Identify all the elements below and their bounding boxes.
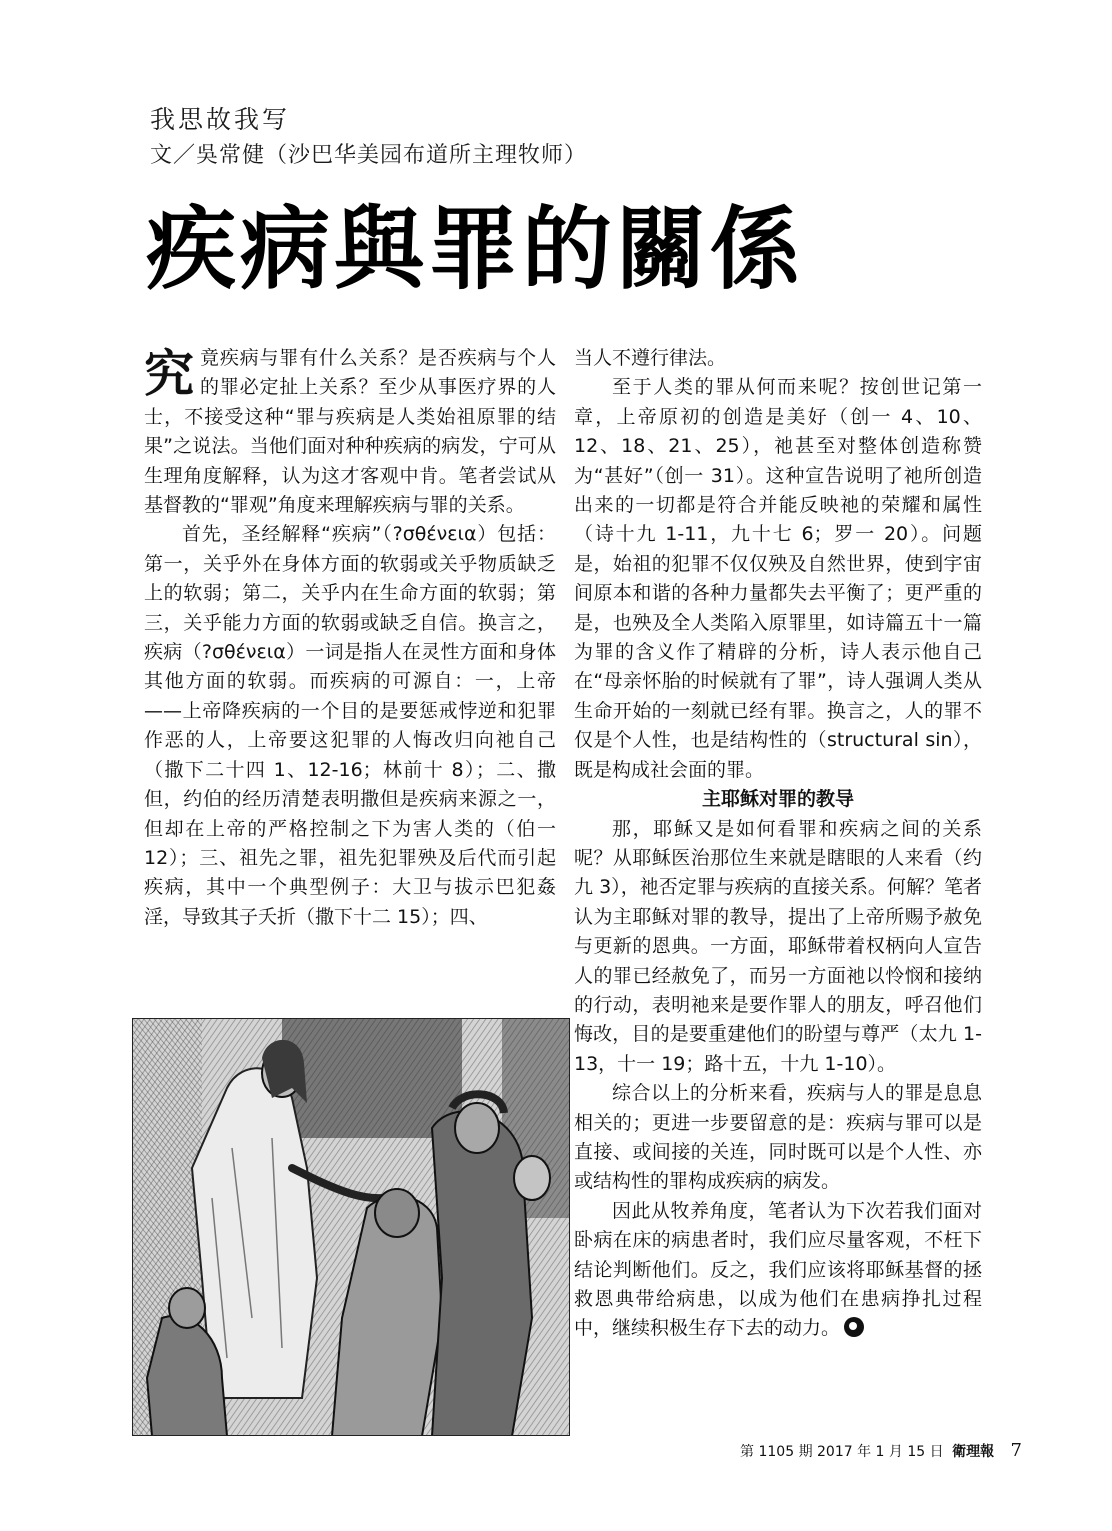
paragraph-intro-text: 竟疾病与罪有什么关系？是否疾病与个人的罪必定扯上关系？至少从事医疗界的人士，不接受这种“罪与疾病是人类始祖原罪的结果”之说法。当他们面对种种疾病的病发，宁可从生理角度解释，认为这才客观中肯。笔者尝试从基督教的“罪观”角度来理解疾病与罪的关系。 bbox=[144, 347, 556, 517]
drop-cap: 究 bbox=[144, 345, 194, 403]
paragraph-intro bbox=[144, 344, 556, 520]
column-label: 我思故我写 bbox=[150, 105, 291, 134]
paragraph-jesus-teaching: 那，耶稣又是如何看罪和疾病之间的关系呢？从耶稣医治那位生来就是瞎眼的人来看（约九 3），祂否定罪与疾病的直接关系。何解？笔者认为主耶稣对罪的教导，提出了上帝所赐予赦免与更新的恩典。一方面，耶稣带着权柄向人宣告人的罪已经赦免了，而另一方面祂以怜悯和接纳的行动，表明祂来是要作罪人的朋友，呼召他们悔改，目的是要重建他们的盼望与尊严（太九 1-13，十一 19；路十五，十九 1-10）。 bbox=[574, 817, 982, 1075]
article-column-right bbox=[574, 344, 982, 1344]
paragraph-definition: 首先，圣经解释“疾病”（?σθένεια）包括：第一，关乎外在身体方面的软弱或关乎物质缺乏上的软弱；第二，关乎内在生命方面的软弱；第三，关乎能力方面的软弱或缺乏自信。换言之，疾病（?σθένεια）一词是指人在灵性方面和身体其他方面的软弱。而疾病的可源自：一，上帝——上帝降疾病的一个目的是要惩戒悖逆和犯罪作恶的人，上帝要这犯罪的人悔改归向祂自己（撒下二十四 1、12-16；林前十 8）；二、撒但，约伯的经历清楚表明撒但是疾病来源之一，但却在上帝的严格控制之下为害人类的（伯一 12）；三、祖先之罪，祖先犯罪殃及后代而引起疾病，其中一个典型例子：大卫与拔示巴犯姦淫，导致其子夭折（撒下十二 15）；四、 bbox=[144, 523, 556, 928]
illustration-jesus-healing bbox=[132, 1018, 570, 1436]
author-byline: 文／吳常健（沙巴华美园布道所主理牧师） bbox=[150, 143, 588, 168]
paragraph-origin-of-sin: 至于人类的罪从何而来呢？按创世记第一章，上帝原初的创造是美好（创一 4、10、12、18、21、25），祂甚至对整体创造称赞为“甚好”（创一 31）。这种宣告说明了祂所创造出来的一切都是符合并能反映祂的荣耀和属性（诗十九 1-11，九十七 6；罗一 20）。问题是，始祖的犯罪不仅仅殃及自然世界，使到宇宙间原本和谐的各种力量都失去平衡了；更严重的是，也殃及全人类陷入原罪里，如诗篇五十一篇为罪的含义作了精辟的分析，诗人表示他自己在“母亲怀胎的时候就有了罪”，诗人强调人类从生命开始的一刻就已经有罪。换言之，人的罪不仅是个人性，也是结构性的（structural sin），既是构成社会面的罪。 bbox=[574, 376, 982, 781]
end-mark-icon bbox=[844, 1317, 864, 1337]
paragraph-summary: 综合以上的分析来看，疾病与人的罪是息息相关的；更进一步要留意的是：疾病与罪可以是直接、或间接的关连，同时既可以是个人性、亦或结构性的罪构成疾病的病发。 bbox=[574, 1082, 982, 1193]
paragraph-conclusion-text: 因此从牧养角度，笔者认为下次若我们面对卧病在床的病患者时，我们应尽量客观，不枉下结论判断他们。反之，我们应该将耶稣基督的拯救恩典带给病患，以成为他们在患病挣扎过程中，继续积极生存下去的动力。 bbox=[574, 1199, 982, 1340]
paragraph-continuation: 当人不遵行律法。 bbox=[574, 347, 727, 369]
article-title: 疾病與罪的關係 bbox=[146, 197, 804, 302]
issue-date: 第 1105 期 2017 年 1 月 15 日 bbox=[740, 1444, 944, 1460]
page-number: 7 bbox=[1010, 1440, 1022, 1461]
page-footer bbox=[740, 1440, 1022, 1461]
section-subheading: 主耶稣对罪的教导 bbox=[701, 788, 854, 811]
article-column-left bbox=[144, 344, 556, 932]
publication-name: 衛理報 bbox=[952, 1444, 995, 1460]
paragraph-conclusion bbox=[574, 1197, 982, 1344]
